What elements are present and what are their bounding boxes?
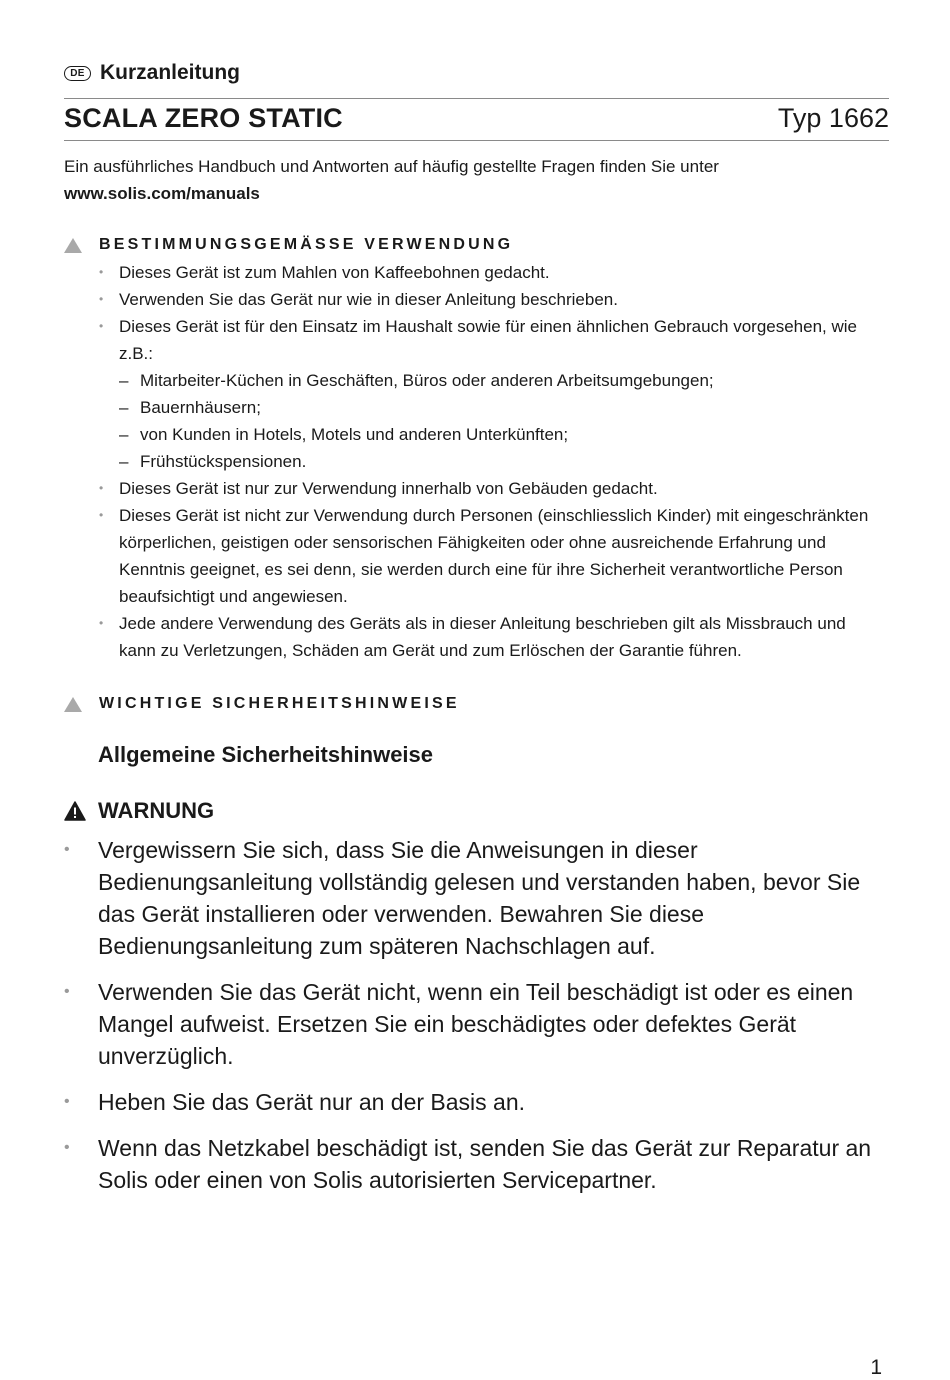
intended-use-heading-label: BESTIMMUNGSGEMÄSSE VERWENDUNG xyxy=(99,236,514,253)
general-safety-subheading: Allgemeine Sicherheitshinweise xyxy=(98,742,434,767)
language-badge: DE xyxy=(64,66,91,81)
warning-list xyxy=(64,834,874,1210)
list-item: • Verwenden Sie das Gerät nur wie in dieser Anleitung beschrieben. xyxy=(97,286,882,313)
sub-list-item: – von Kunden in Hotels, Motels und anderen Unterkünften; xyxy=(97,421,882,448)
list-item: • Dieses Gerät ist zum Mahlen von Kaffeebohnen gedacht. xyxy=(97,259,882,286)
manuals-link[interactable]: www.solis.com/manuals xyxy=(64,184,260,203)
intended-use-list xyxy=(97,259,882,664)
intro-text: Ein ausführliches Handbuch und Antworten auf häufig gestellte Fragen finden Sie unter xyxy=(64,157,719,176)
safety-heading-label: WICHTIGE SICHERHEITSHINWEISE xyxy=(99,695,460,712)
warning-triangle-icon xyxy=(64,801,86,821)
document-type-title: Kurzanleitung xyxy=(100,61,240,84)
list-item: • Dieses Gerät ist nur zur Verwendung innerhalb von Gebäuden gedacht. xyxy=(97,475,882,502)
product-type: Typ 1662 xyxy=(777,103,889,133)
language-header xyxy=(64,58,240,88)
list-item: • Dieses Gerät ist nicht zur Verwendung durch Personen (einschliesslich Kinder) mit eingeschränkten körperlichen, geistigen oder sensorischen Fähigkeiten oder ohne ausreichende Erfahrung und Kenntnis geeignet, es sei denn, sie werden durch eine für ihre Sicherheit verantwortliche Person beaufsichtigt und angewiesen. xyxy=(97,502,882,610)
intro-paragraph xyxy=(64,153,884,207)
header-rule-top xyxy=(64,98,889,99)
warning-heading xyxy=(64,796,214,826)
warning-list-item: • Heben Sie das Gerät nur an der Basis an. xyxy=(64,1086,874,1118)
safety-heading xyxy=(64,692,460,716)
section-triangle-icon xyxy=(64,697,82,712)
list-item: • Jede andere Verwendung des Geräts als in dieser Anleitung beschrieben gilt als Missbrauch und kann zu Verletzungen, Schäden am Gerät und zum Erlöschen der Garantie führen. xyxy=(97,610,882,664)
intended-use-heading xyxy=(64,233,513,257)
sub-list-item: – Mitarbeiter-Küchen in Geschäften, Büros oder anderen Arbeitsumgebungen; xyxy=(97,367,882,394)
sub-list-item: – Frühstückspensionen. xyxy=(97,448,882,475)
product-name: SCALA ZERO STATIC xyxy=(64,103,343,133)
warning-list-item: • Vergewissern Sie sich, dass Sie die Anweisungen in dieser Bedienungsanleitung vollständig gelesen und verstanden haben, bevor Sie das Gerät installieren oder verwenden. Bewahren Sie diese Bedienungsanleitung zum späteren Nachschlagen auf. xyxy=(64,834,874,962)
warning-list-item: • Verwenden Sie das Gerät nicht, wenn ein Teil beschädigt ist oder es einen Mangel aufweist. Ersetzen Sie ein beschädigtes oder defektes Gerät unverzüglich. xyxy=(64,976,874,1072)
list-item: • Dieses Gerät ist für den Einsatz im Haushalt sowie für einen ähnlichen Gebrauch vorgesehen, wie z.B.: xyxy=(97,313,882,367)
sub-list-item: – Bauernhäusern; xyxy=(97,394,882,421)
section-triangle-icon xyxy=(64,238,82,253)
warning-list-item: • Wenn das Netzkabel beschädigt ist, senden Sie das Gerät zur Reparatur an Solis oder einen von Solis autorisierten Servicepartner. xyxy=(64,1132,874,1196)
warning-label: WARNUNG xyxy=(98,798,215,823)
page-number: 1 xyxy=(870,1356,882,1379)
header-rule-bottom xyxy=(64,140,889,141)
